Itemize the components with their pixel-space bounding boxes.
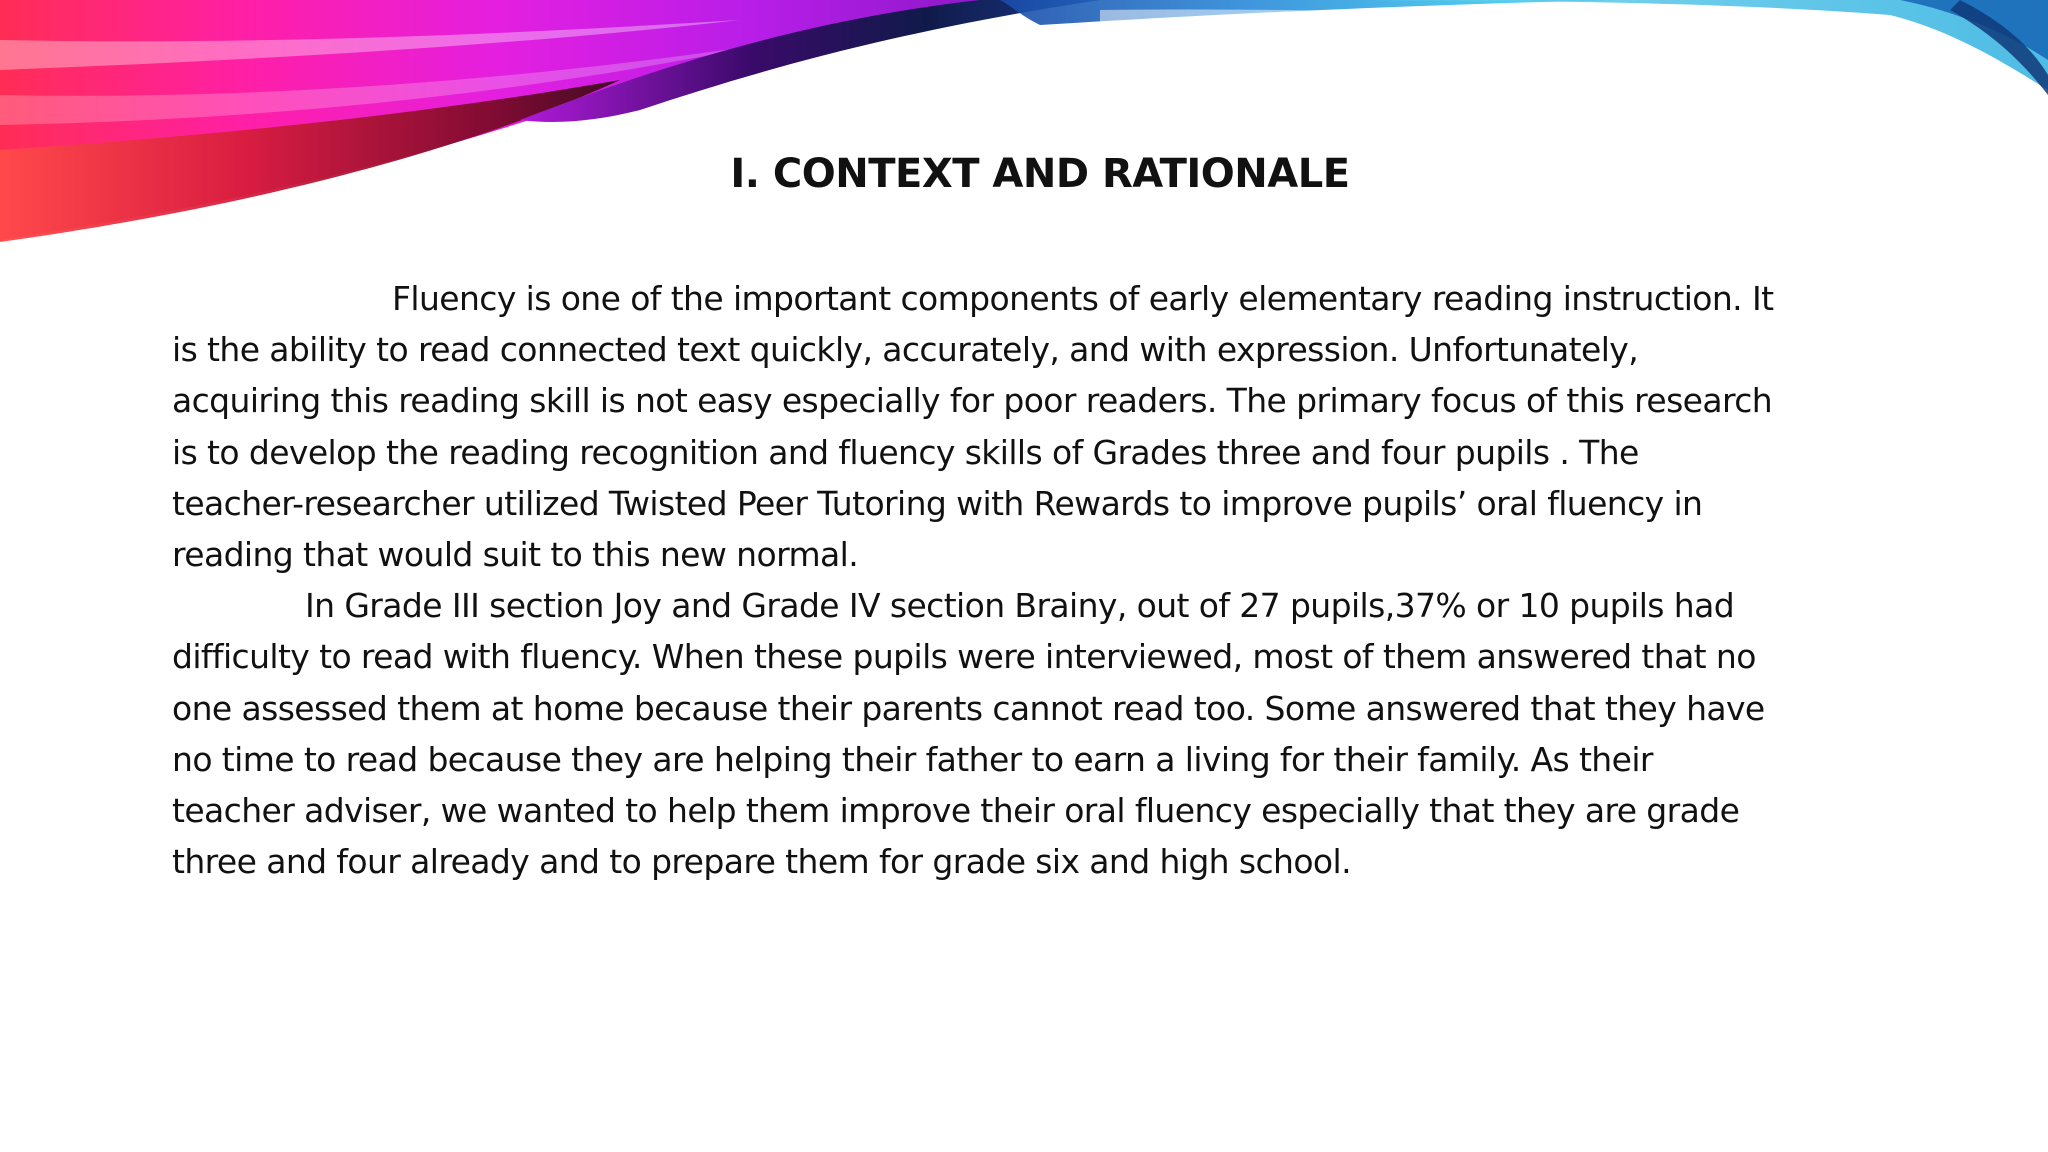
text-line: is to develop the reading recognition and fluency skills of Grades three and four pupils . The <box>172 432 1639 472</box>
paragraph-rationale <box>172 580 1912 887</box>
text-line: acquiring this reading skill is not easy especially for poor readers. The primary focus of this research <box>172 381 1773 421</box>
text-line: three and four already and to prepare them for grade six and high school. <box>172 842 1351 882</box>
decorative-swoosh-banner <box>0 0 2048 260</box>
text-line: one assessed them at home because their parents cannot read too. Some answered that they have <box>172 688 1765 728</box>
text-line: teacher-researcher utilized Twisted Peer Tutoring with Rewards to improve pupils’ oral fluency in <box>172 483 1703 523</box>
slide-title: I. CONTEXT AND RATIONALE <box>730 151 1350 197</box>
paragraph-context <box>172 273 1912 580</box>
text-line: teacher adviser, we wanted to help them improve their oral fluency especially that they are grade <box>172 791 1740 831</box>
text-line: reading that would suit to this new normal. <box>172 535 859 575</box>
text-line: Fluency is one of the important components of early elementary reading instruction. It <box>392 279 1774 318</box>
text-line: In Grade III section Joy and Grade IV section Brainy, out of 27 pupils,37% or 10 pupils had <box>305 586 1735 626</box>
slide-body <box>172 273 1912 887</box>
text-line: no time to read because they are helping their father to earn a living for their family. As their <box>172 739 1653 779</box>
text-line: difficulty to read with fluency. When these pupils were interviewed, most of them answered that no <box>172 637 1756 677</box>
text-line: is the ability to read connected text quickly, accurately, and with expression. Unfortunately, <box>172 330 1639 370</box>
